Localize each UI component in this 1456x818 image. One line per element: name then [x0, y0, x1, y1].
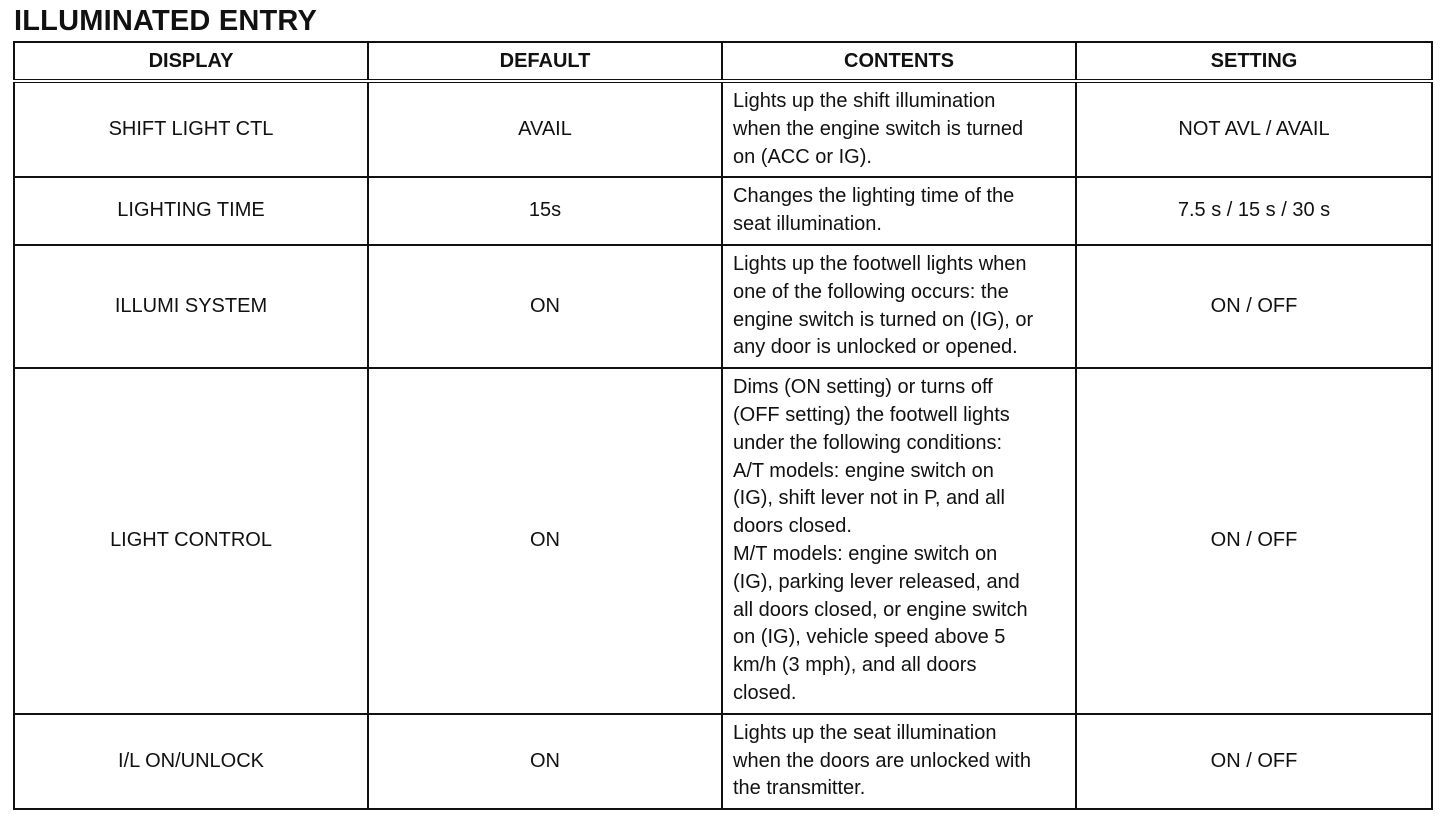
- table-row: [14, 245, 1432, 368]
- cell-display: LIGHTING TIME: [14, 177, 368, 245]
- page-title: ILLUMINATED ENTRY: [14, 5, 318, 37]
- table-row: [14, 714, 1432, 809]
- cell-contents: [722, 714, 1076, 809]
- cell-contents: [722, 245, 1076, 368]
- cell-setting: ON / OFF: [1076, 245, 1432, 368]
- cell-default: ON: [368, 714, 722, 809]
- cell-setting: 7.5 s / 15 s / 30 s: [1076, 177, 1432, 245]
- cell-setting: ON / OFF: [1076, 714, 1432, 809]
- cell-display: LIGHT CONTROL: [14, 368, 368, 714]
- cell-contents: [722, 81, 1076, 177]
- contents-text: Lights up the seat illumination when the doors are unlocked with the transmitter.: [733, 721, 1031, 800]
- table-header-row: [14, 42, 1432, 81]
- table-row: [14, 81, 1432, 177]
- cell-contents: [722, 368, 1076, 714]
- cell-default: ON: [368, 368, 722, 714]
- cell-display: ILLUMI SYSTEM: [14, 245, 368, 368]
- column-header-default: DEFAULT: [368, 42, 722, 81]
- cell-default: AVAIL: [368, 81, 722, 177]
- cell-default: ON: [368, 245, 722, 368]
- cell-contents: [722, 177, 1076, 245]
- cell-display: SHIFT LIGHT CTL: [14, 81, 368, 177]
- table-row: [14, 368, 1432, 714]
- contents-text: Lights up the shift illumination when the engine switch is turned on (ACC or IG).: [733, 90, 1024, 168]
- column-header-contents: CONTENTS: [722, 42, 1076, 81]
- contents-text: Changes the lighting time of the seat illumination.: [733, 185, 1015, 236]
- table-row: [14, 177, 1432, 245]
- cell-default: 15s: [368, 177, 722, 245]
- cell-display: I/L ON/UNLOCK: [14, 714, 368, 809]
- column-header-display: DISPLAY: [14, 42, 368, 81]
- cell-setting: NOT AVL / AVAIL: [1076, 81, 1432, 177]
- cell-setting: ON / OFF: [1076, 368, 1432, 714]
- column-header-setting: SETTING: [1076, 42, 1432, 81]
- contents-text: Dims (ON setting) or turns off (OFF setting) the footwell lights under the following conditions: A/T models: engine switch on (IG), shift lever not in P, and all doors closed. M/T models: engine switch on (IG), parking lever released, and all doors closed, or engine switch on (IG), vehicle speed above 5 km/h (3 mph), and all doors closed.: [733, 376, 1028, 704]
- settings-table: [13, 41, 1433, 810]
- contents-text: Lights up the footwell lights when one of the following occurs: the engine switch is turned on (IG), or any door is unlocked or opened.: [733, 252, 1034, 359]
